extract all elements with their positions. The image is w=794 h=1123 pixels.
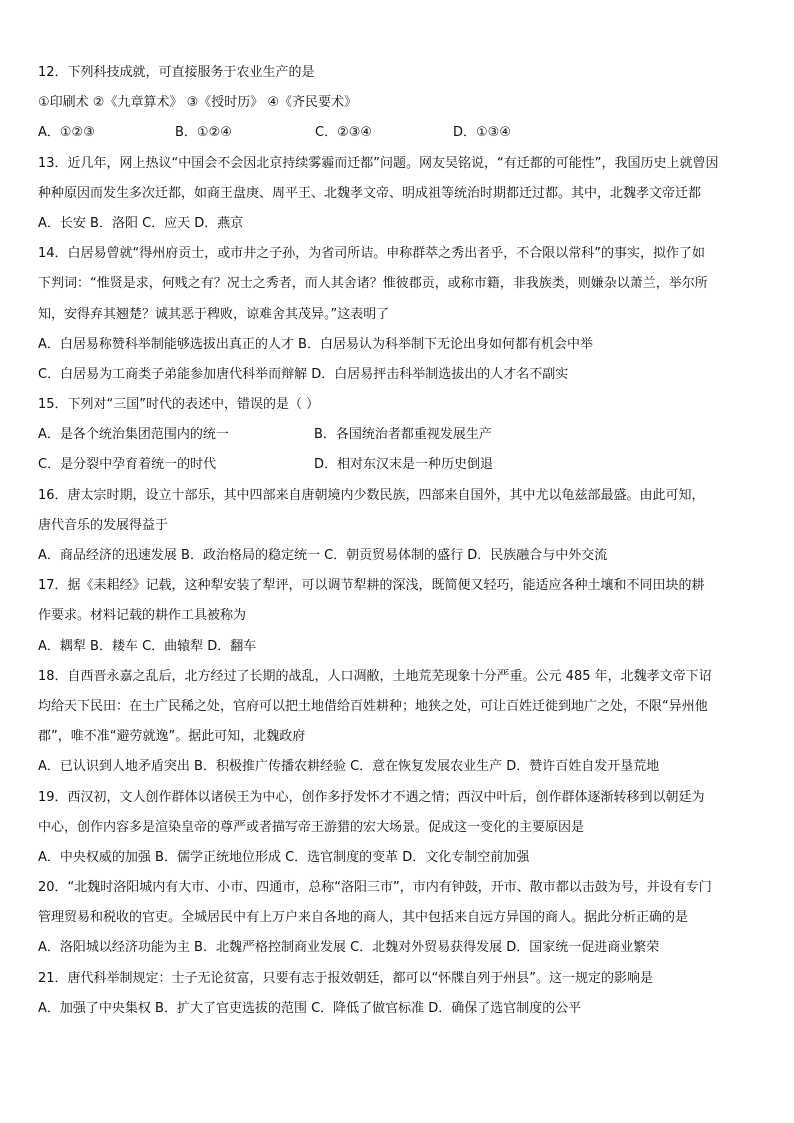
option-c: C．是分裂中孕育着统一的时代: [38, 457, 217, 473]
question-stem: 中心，创作内容多是渲染皇帝的尊严或者描写帝王游猎的宏大场景。促成这一变化的主要原因是: [38, 819, 585, 835]
answer-options: A．中央权威的加强 B．儒学正统地位形成 C．选官制度的变革 D．文化专制空前加强: [38, 849, 530, 865]
answer-options: [38, 454, 762, 475]
option-c: C．②③④: [315, 125, 373, 141]
question-stem: 12．下列科技成就，可直接服务于农业生产的是: [38, 65, 315, 80]
question-choices: ①印刷术 ②《九章算术》 ③《授时历》 ④《齐民要术》: [38, 95, 358, 111]
option-d: D．①③④: [453, 125, 511, 141]
exam-page: [38, 62, 762, 1028]
question-stem: 下判词：“惟贤是求，何贱之有？况士之秀者，而人其舍诸？惟彼郡贡，或称市籍，非我族类，则嫌杂以萧兰，举尔所: [38, 276, 708, 292]
option-d: D．相对东汉末是一种历史倒退: [314, 457, 494, 473]
question-stem: 种种原因而发生多次迁都，如商王盘庚、周平王、北魏孝文帝、明成祖等统治时期都迁过都。其中，北魏孝文帝迁都: [38, 185, 702, 201]
question-15: [38, 394, 762, 475]
question-12: [38, 62, 762, 143]
question-stem: 20．“北魏时洛阳城内有大市、小市、四通市，总称“洛阳三市”，市内有钟鼓，开市、散市都以击鼓为号，并设有专门: [38, 880, 712, 896]
answer-options: A．长安 B．洛阳 C．应天 D．燕京: [38, 215, 244, 231]
option-b: B．各国统治者都重视发展生产: [314, 427, 492, 443]
question-stem: 16．唐太宗时期，设立十部乐，其中四部来自唐朝境内少数民族，四部来自国外，其中尤以龟兹部最盛。由此可知，: [38, 487, 705, 503]
question-stem: 15．下列对“三国”时代的表述中，错误的是（ ）: [38, 397, 320, 413]
option-a: A．①②③: [38, 125, 95, 141]
question-stem: 17．据《耒耜经》记载，这种犁安装了犁评，可以调节犁耕的深浅，既简便又轻巧，能适应各种土壤和不同田块的耕: [38, 578, 705, 594]
answer-options: A．白居易称赞科举制能够选拔出真正的人才 B．白居易认为科举制下无论出身如何都有机会中举: [38, 336, 593, 352]
question-14: [38, 243, 762, 385]
answer-options: A．加强了中央集权 B．扩大了官吏选拔的范围 C．降低了做官标准 D．确保了选官制度的公平: [38, 1000, 582, 1016]
question-13: [38, 153, 762, 234]
question-21: [38, 968, 762, 1019]
answer-options: [38, 424, 762, 445]
answer-options: A．已认识到人地矛盾突出 B．积极推广传播农耕经验 C．意在恢复发展农业生产 D．赞许百姓自发开垦荒地: [38, 759, 660, 775]
option-b: B．①②④: [175, 125, 232, 141]
question-stem: 19．西汉初，文人创作群体以诸侯王为中心，创作多抒发怀才不遇之情；西汉中叶后，创作群体逐渐转移到以朝廷为: [38, 789, 705, 805]
question-stem: 唐代音乐的发展得益于: [38, 517, 169, 533]
answer-options: C．白居易为工商类子弟能参加唐代科举而辩解 D．白居易抨击科举制选拔出的人才名不副实: [38, 366, 569, 382]
answer-options: A．商品经济的迅速发展 B．政治格局的稳定统一 C．朝贡贸易体制的盛行 D．民族融合与中外交流: [38, 548, 608, 563]
option-a: A．是各个统治集团范围内的统一: [38, 427, 229, 443]
question-stem: 21．唐代科举制规定：士子无论贫富，只要有志于报效朝廷，都可以“怀牒自列于州县”。这一规定的影响是: [38, 970, 654, 986]
question-17: [38, 575, 762, 656]
question-18: [38, 666, 762, 778]
question-16: [38, 485, 762, 566]
question-stem: 13．近几年，网上热议“中国会不会因北京持续雾霾而迁都”问题。网友吴铭说，“有迁都的可能性”，我国历史上就曾因: [38, 155, 719, 171]
question-19: [38, 787, 762, 868]
question-stem: 14．白居易曾就“得州府贡士，或市井之子孙，为省司所诘。申称群萃之秀出者乎，不合限以常科”的事实，拟作了如: [38, 246, 706, 262]
question-20: [38, 877, 762, 958]
question-stem: 郡”，唯不准“避劳就逸”。据此可知，北魏政府: [38, 729, 306, 745]
answer-options: A．洛阳城以经济功能为主 B．北魏严格控制商业发展 C．北魏对外贸易获得发展 D．国家统一促进商业繁荣: [38, 940, 660, 956]
question-stem: 管理贸易和税收的官吏。全城居民中有上万户来自各地的商人，其中包括来自远方异国的商人。据此分析正确的是: [38, 910, 689, 926]
question-stem: 均给天下民田：在土广民稀之处，官府可以把土地借给百姓耕种；地狭之处，可让百姓迁徙到地广之处，不限“异州他: [38, 698, 708, 714]
question-stem: 知，安得弃其翘楚？诚其恶于稗败，谅难舍其茂异。”这表明了: [38, 306, 390, 322]
answer-options: A．耦犁 B．耧车 C．曲辕犁 D．翻车: [38, 638, 257, 654]
answer-options: [38, 122, 762, 143]
question-stem: 作要求。材料记载的耕作工具被称为: [38, 608, 247, 624]
question-stem: 18．自西晋永嘉之乱后，北方经过了长期的战乱，人口凋敝，土地荒芜现象十分严重。公元 485 年，北魏孝文帝下诏: [38, 668, 712, 684]
